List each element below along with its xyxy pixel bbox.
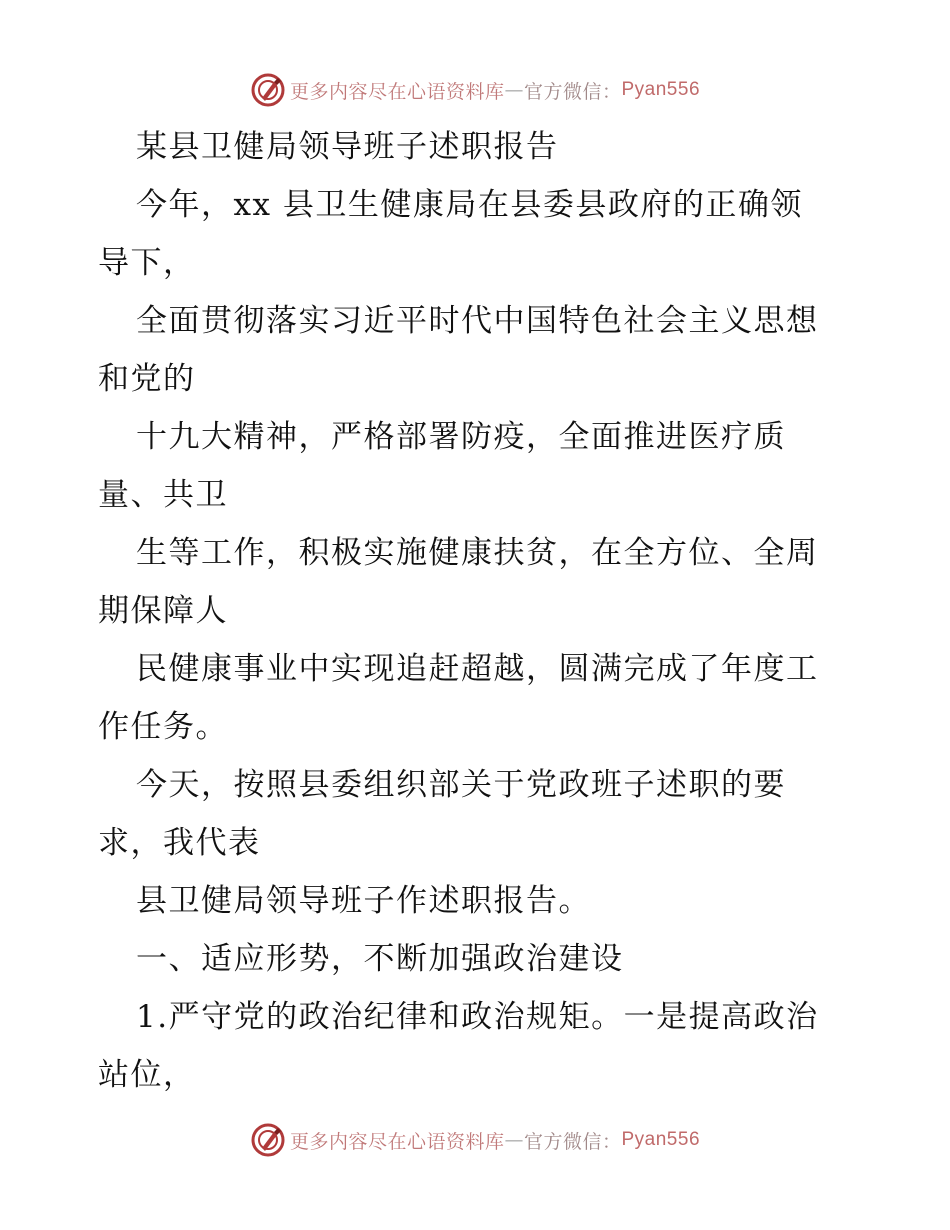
watermark-dash: —: [504, 79, 524, 101]
paragraph-line: 和党的: [98, 361, 196, 397]
section-heading: 一、适应形势，不断加强政治建设: [136, 941, 624, 977]
paragraph-line: 县卫健局领导班子作述职报告。: [136, 883, 591, 919]
paragraph-line: 作任务。: [98, 709, 228, 745]
watermark-site-text: 更多内容尽在心语资料库: [289, 1130, 505, 1153]
paragraph-line: 今年，xx 县卫生健康局在县委县政府的正确领: [136, 187, 803, 223]
paragraph-line: 站位，: [98, 1057, 196, 1093]
header-watermark: [0, 70, 950, 110]
paragraph-line: 导下，: [98, 245, 196, 281]
document-body: [98, 118, 858, 1104]
paragraph-line: 求，我代表: [98, 825, 261, 861]
watermark-official-label: 官方微信：: [523, 1130, 622, 1153]
paragraph-line: 十九大精神，严格部署防疫，全面推进医疗质: [136, 419, 786, 455]
paragraph-line: 全面贯彻落实习近平时代中国特色社会主义思想: [136, 303, 819, 339]
paragraph-line: 今天，按照县委组织部关于党政班子述职的要: [136, 767, 786, 803]
watermark-wechat-id: Pyan556: [621, 1129, 701, 1150]
watermark-site-text: 更多内容尽在心语资料库: [289, 80, 505, 103]
paragraph-line: 期保障人: [98, 593, 228, 629]
document-title: 某县卫健局领导班子述职报告: [136, 129, 559, 165]
watermark-official-label: 官方微信：: [523, 80, 622, 103]
watermark-dash: —: [504, 1129, 524, 1151]
subsection-heading: 1.严守党的政治纪律和政治规矩。一是提高政治: [136, 999, 819, 1035]
footer-watermark: [0, 1120, 950, 1160]
paragraph-line: 民健康事业中实现追赶超越，圆满完成了年度工: [136, 651, 819, 687]
paragraph-line: 量、共卫: [98, 477, 228, 513]
pen-logo-icon: [250, 1122, 286, 1158]
paragraph-line: 生等工作，积极实施健康扶贫，在全方位、全周: [136, 535, 819, 571]
watermark-wechat-id: Pyan556: [621, 79, 701, 100]
pen-logo-icon: [250, 72, 286, 108]
